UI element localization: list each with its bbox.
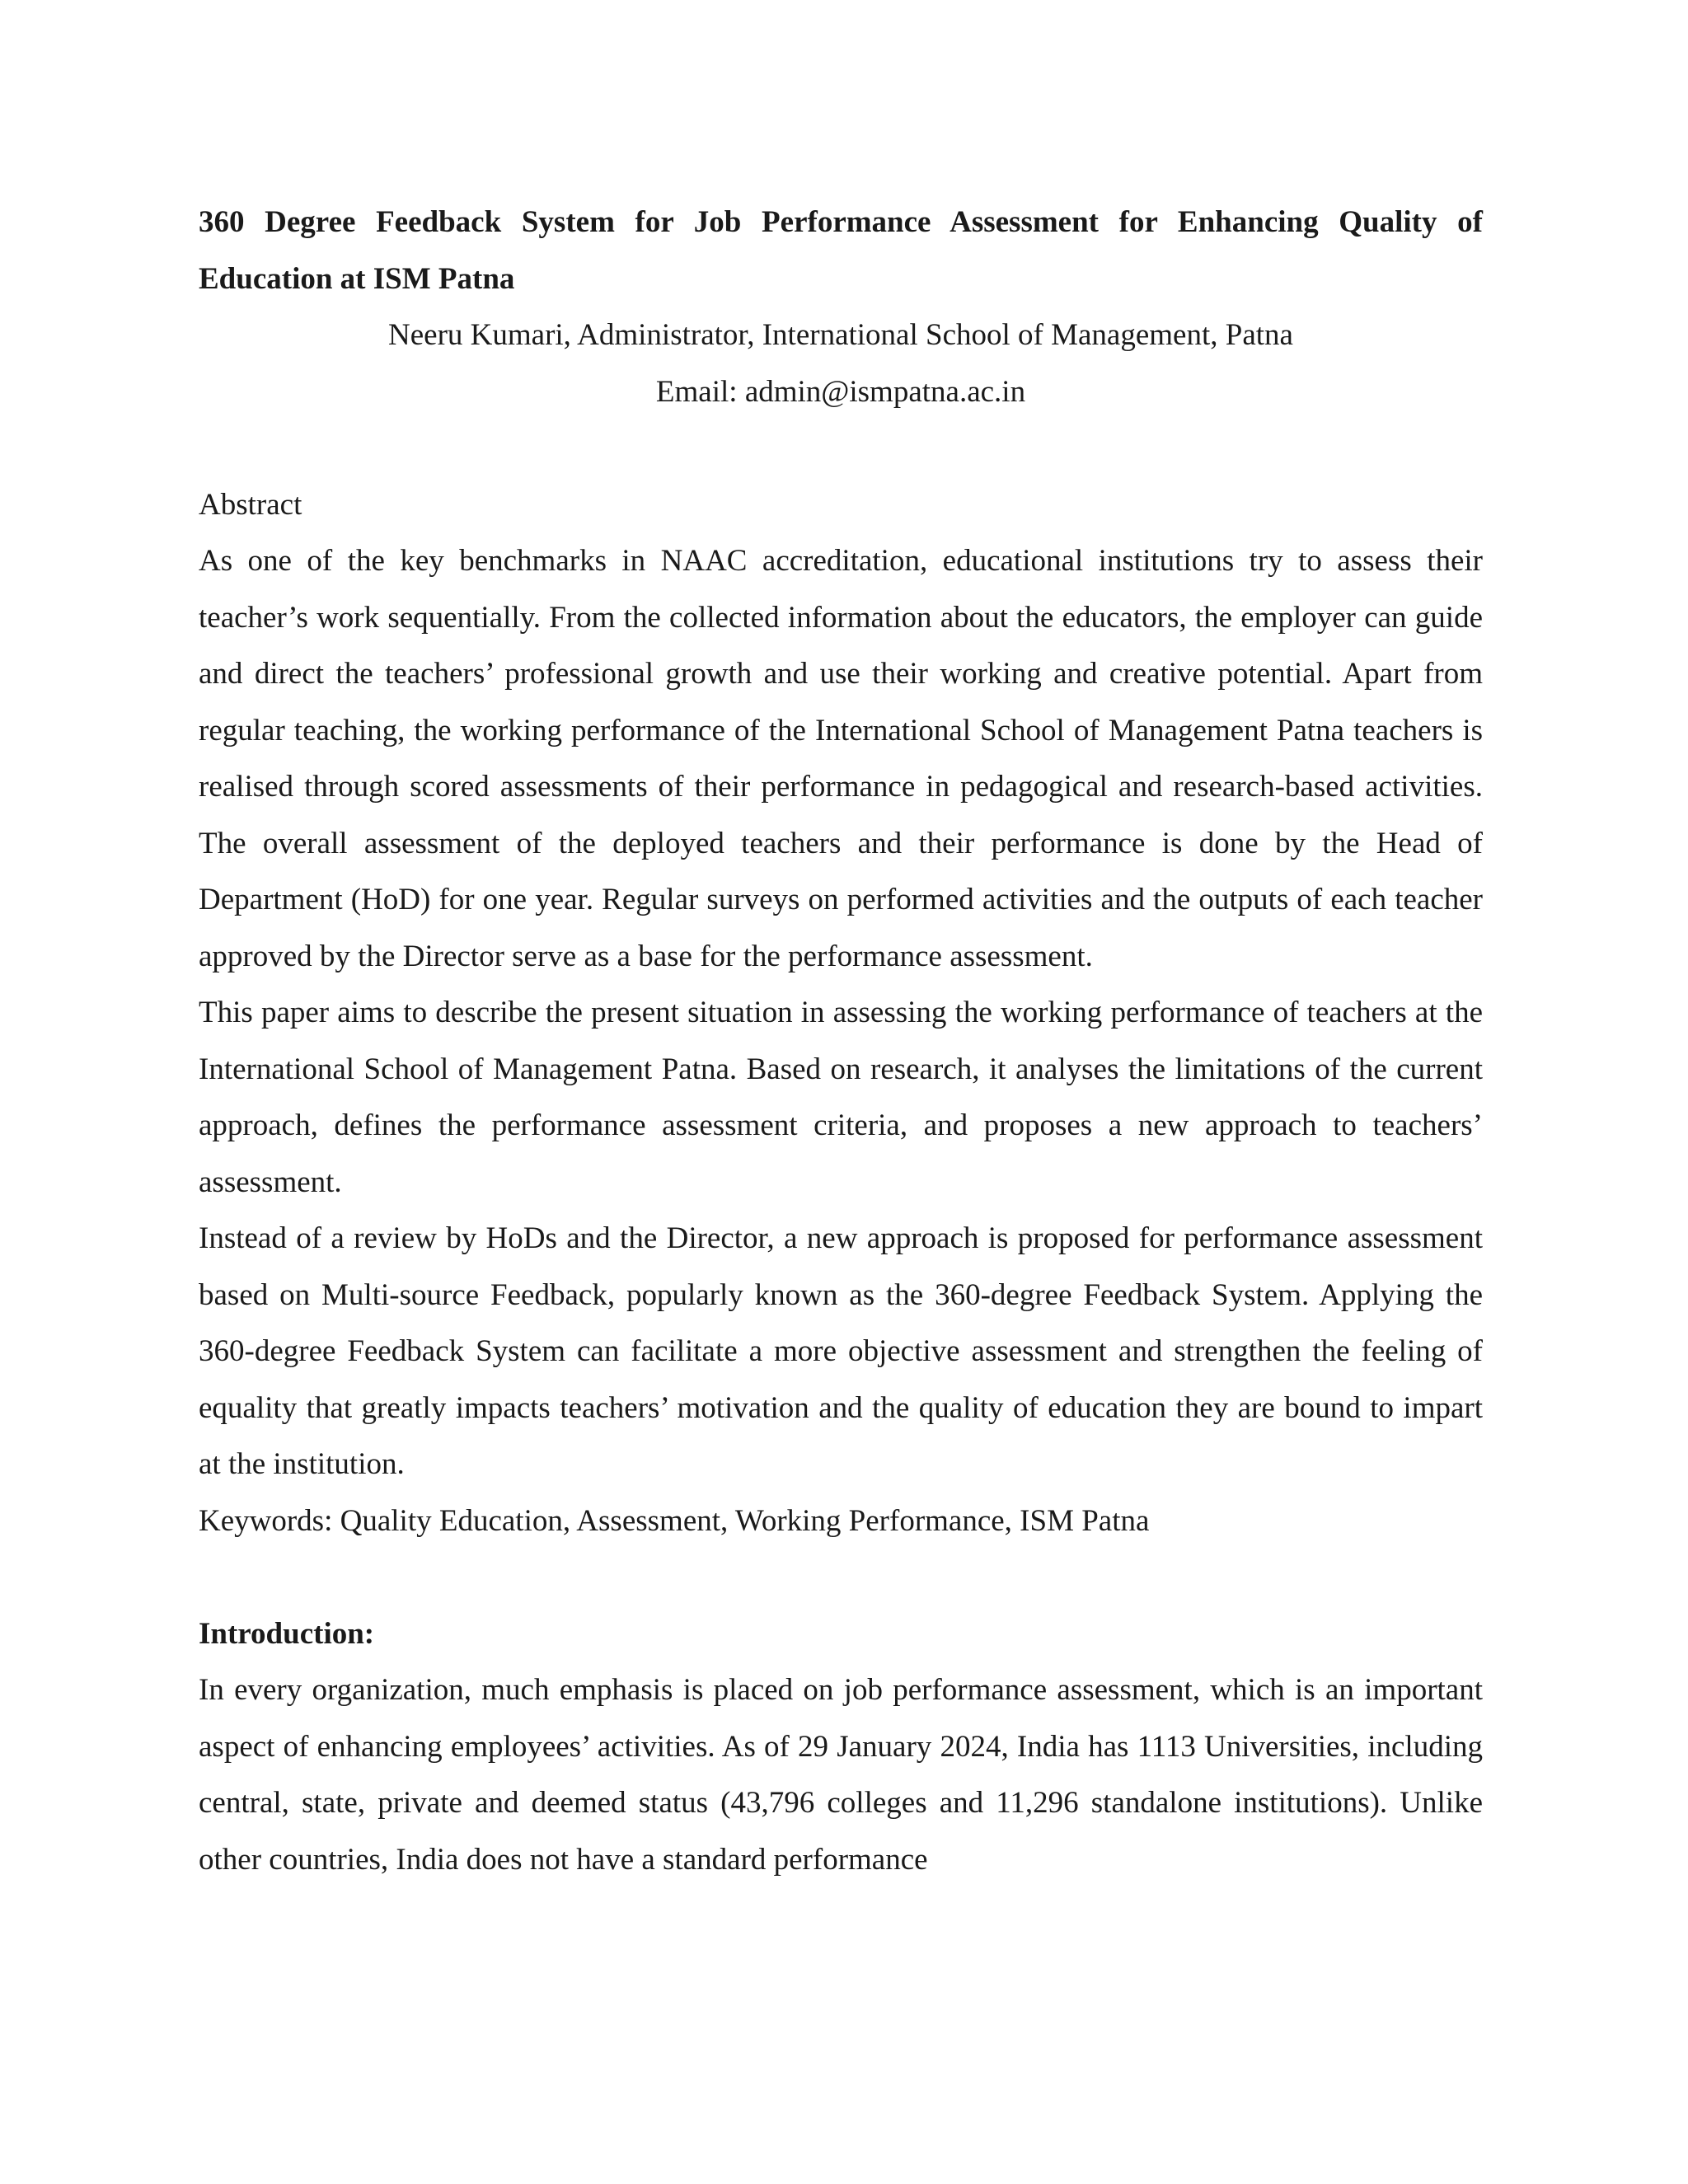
paper-page [199,194,1483,1888]
introduction-heading: Introduction: [199,1616,375,1651]
abstract-paragraph-2: This paper aims to describe the present situation in assessing the working performance of teachers at the International School of Management Patna. Based on research, it analyses the limitations of the current approach, defines the performance assessment criteria, and proposes a new approach to teachers’ assessment. [199,996,1483,1199]
introduction-paragraph: In every organization, much emphasis is placed on job performance assessment, which is an important aspect of enhancing employees’ activities. As of 29 January 2024, India has 1113 Universities, including central, state, private and deemed status (43,796 colleges and 11,296 standalone institutions). Unlike other countries, India does not have a standard performance [199,1673,1483,1877]
abstract-paragraph-3: Instead of a review by HoDs and the Director, a new approach is proposed for performance assessment based on Multi-source Feedback, popularly known as the 360-degree Feedback System. Applying the 360-degree Feedback System can facilitate a more objective assessment and strengthen the feeling of equality that greatly impacts teachers’ motivation and the quality of education they are bound to impart at the institution. [199,1221,1483,1481]
keywords-line: Keywords: Quality Education, Assessment, Working Performance, ISM Patna [199,1503,1150,1538]
section-spacer [199,1549,1483,1606]
author-line: Neeru Kumari, Administrator, International School of Management, Patna [388,318,1293,352]
abstract-heading: Abstract [199,487,302,522]
section-spacer [199,420,1483,477]
abstract-paragraph-1: As one of the key benchmarks in NAAC accreditation, educational institutions try to assess their teacher’s work sequentially. From the collected information about the educators, the employer can guide and direct the teachers’ professional growth and use their working and creative potential. Apart from regular teaching, the working performance of the International School of Management Patna teachers is realised through scored assessments of their performance in pedagogical and research-based activities. The overall assessment of the deployed teachers and their performance is done by the Head of Department (HoD) for one year. Regular surveys on performed activities and the outputs of each teacher approved by the Director serve as a base for the performance assessment. [199,544,1483,973]
paper-title: 360 Degree Feedback System for Job Performance Assessment for Enhancing Quality of Education at ISM Patna [199,205,1483,296]
email-line: Email: admin@ismpatna.ac.in [655,374,1026,409]
